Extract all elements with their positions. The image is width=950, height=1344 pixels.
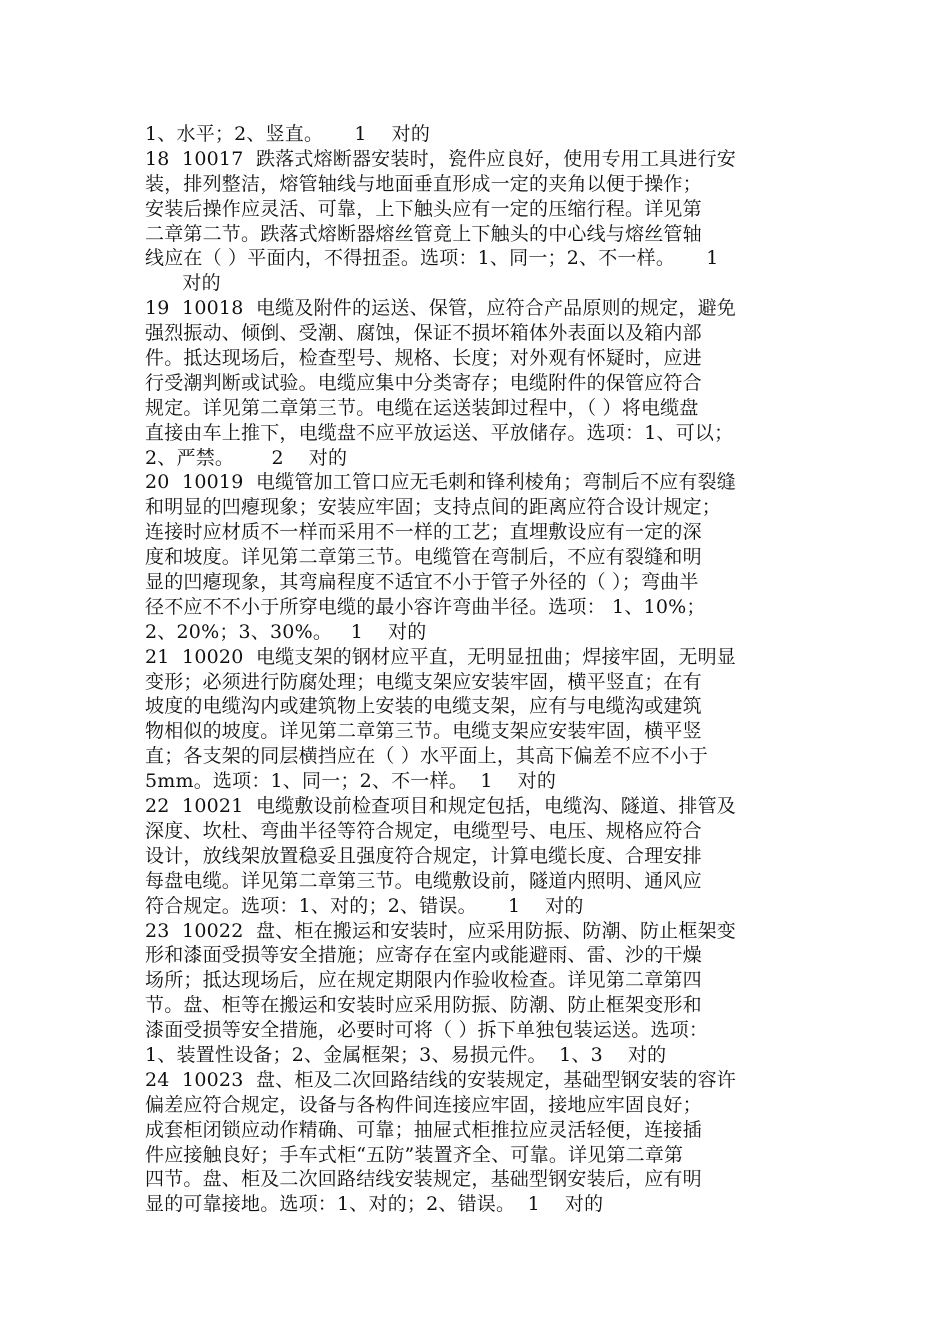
text-line: 连接时应材质不一样而采用不一样的工艺；直埋敷设应有一定的深 bbox=[145, 521, 702, 544]
text-line: 径不应不不小于所穿电缆的最小容许弯曲半径。选项： 1、10%； bbox=[145, 595, 706, 618]
text-line: 强烈振动、倾倒、受潮、腐蚀，保证不损坏箱体外表面以及箱内部 bbox=[145, 322, 702, 345]
text-line: 场所；抵达现场后，应在规定期限内作验收检查。详见第二章第四 bbox=[145, 969, 702, 992]
text-line: 成套柜闭锁应动作精确、可靠；抽屉式柜推拉应灵活轻便，连接插 bbox=[145, 1118, 702, 1141]
text-line: 23 10022 盘、柜在搬运和安装时，应采用防振、防潮、防止框架变 bbox=[145, 919, 736, 942]
text-line: 规定。详见第二章第三节。电缆在运送装卸过程中，（ ）将电缆盘 bbox=[145, 396, 699, 419]
text-line: 坡度的电缆沟内或建筑物上安装的电缆支架，应有与电缆沟或建筑 bbox=[145, 695, 702, 718]
text-line: 19 10018 电缆及附件的运送、保管，应符合产品原则的规定，避免 bbox=[145, 297, 736, 320]
text-line: 件应接触良好；手车式柜“五防”装置齐全、可靠。详见第二章第 bbox=[145, 1143, 684, 1166]
text-line: 节。盘、柜等在搬运和安装时应采用防振、防潮、防止框架变形和 bbox=[145, 994, 702, 1017]
text-line: 深度、坎杜、弯曲半径等符合规定，电缆型号、电压、规格应符合 bbox=[145, 819, 702, 842]
text-line: 四节。盘、柜及二次回路结线安装规定，基础型钢安装后，应有明 bbox=[145, 1168, 702, 1191]
text-line: 18 10017 跌落式熔断器安装时，瓷件应良好，使用专用工具进行安 bbox=[145, 147, 736, 170]
text-line: 显的凹瘪现象，其弯扁程度不适宜不小于管子外径的（ ）；弯曲半 bbox=[145, 571, 699, 594]
text-line: 形和漆面受损等安全措施；应寄存在室内或能避雨、雷、沙的干燥 bbox=[145, 944, 702, 967]
text-line: 行受潮判断或试验。电缆应集中分类寄存；电缆附件的保管应符合 bbox=[145, 371, 702, 394]
text-line: 5mm。选项：1、同一；2、不一样。 1 对的 bbox=[145, 770, 557, 793]
text-line: 20 10019 电缆管加工管口应无毛刺和锋利棱角；弯制后不应有裂缝 bbox=[145, 471, 736, 494]
text-line: 偏差应符合规定，设备与各构件间连接应牢固，接地应牢固良好； bbox=[145, 1093, 702, 1116]
text-line: 22 10021 电缆敷设前检查项目和规定包括，电缆沟、隧道、排管及 bbox=[145, 795, 736, 818]
text-line: 直接由车上推下，电缆盘不应平放运送、平放储存。选项：1、可以； bbox=[145, 421, 734, 444]
text-line: 线应在（ ）平面内，不得扭歪。选项：1、同一；2、不一样。 1 bbox=[145, 247, 719, 270]
text-line: 度和坡度。详见第二章第三节。电缆管在弯制后，不应有裂缝和明 bbox=[145, 546, 702, 569]
text-line: 漆面受损等安全措施，必要时可将（ ）拆下单独包装运送。选项： bbox=[145, 1019, 709, 1042]
text-line: 2、严禁。 2 对的 bbox=[145, 446, 348, 469]
text-line: 和明显的凹瘪现象；安装应牢固；支持点间的距离应符合设计规定； bbox=[145, 496, 722, 519]
text-line: 安装后操作应灵活、可靠，上下触头应有一定的压缩行程。详见第 bbox=[145, 197, 702, 220]
text-line: 物相似的坡度。详见第二章第三节。电缆支架应安装牢固，横平竖 bbox=[145, 720, 702, 743]
text-line: 1、装置性设备；2、金属框架；3、易损元件。 1、3 对的 bbox=[145, 1043, 667, 1066]
text-line: 件。抵达现场后，检查型号、规格、长度；对外观有怀疑时，应进 bbox=[145, 347, 702, 370]
text-line: 21 10020 电缆支架的钢材应平直，无明显扭曲；焊接牢固，无明显 bbox=[145, 645, 736, 668]
text-line: 24 10023 盘、柜及二次回路结线的安装规定，基础型钢安装的容许 bbox=[145, 1068, 736, 1091]
text-line: 显的可靠接地。选项：1、对的；2、错误。 1 对的 bbox=[145, 1193, 604, 1216]
text-line: 2、20%；3、30%。 1 对的 bbox=[145, 620, 427, 643]
document-body bbox=[145, 122, 810, 1217]
text-line: 对的 bbox=[145, 272, 221, 295]
text-line: 设计，放线架放置稳妥且强度符合规定，计算电缆长度、合理安排 bbox=[145, 844, 702, 867]
text-line: 直；各支架的同层横挡应在（ ）水平面上，其高下偏差不应不小于 bbox=[145, 745, 709, 768]
text-line: 每盘电缆。详见第二章第三节。电缆敷设前，隧道内照明、通风应 bbox=[145, 869, 702, 892]
text-line: 变形；必须进行防腐处理；电缆支架应安装牢固，横平竖直；在有 bbox=[145, 670, 702, 693]
text-line: 装，排列整洁，熔管轴线与地面垂直形成一定的夹角以便于操作； bbox=[145, 172, 702, 195]
text-line: 1、水平；2、竖直。 1 对的 bbox=[145, 123, 431, 145]
text-line: 二章第二节。跌落式熔断器熔丝管竟上下触头的中心线与熔丝管轴 bbox=[145, 222, 702, 245]
text-line: 符合规定。选项：1、对的；2、错误。 1 对的 bbox=[145, 894, 584, 917]
